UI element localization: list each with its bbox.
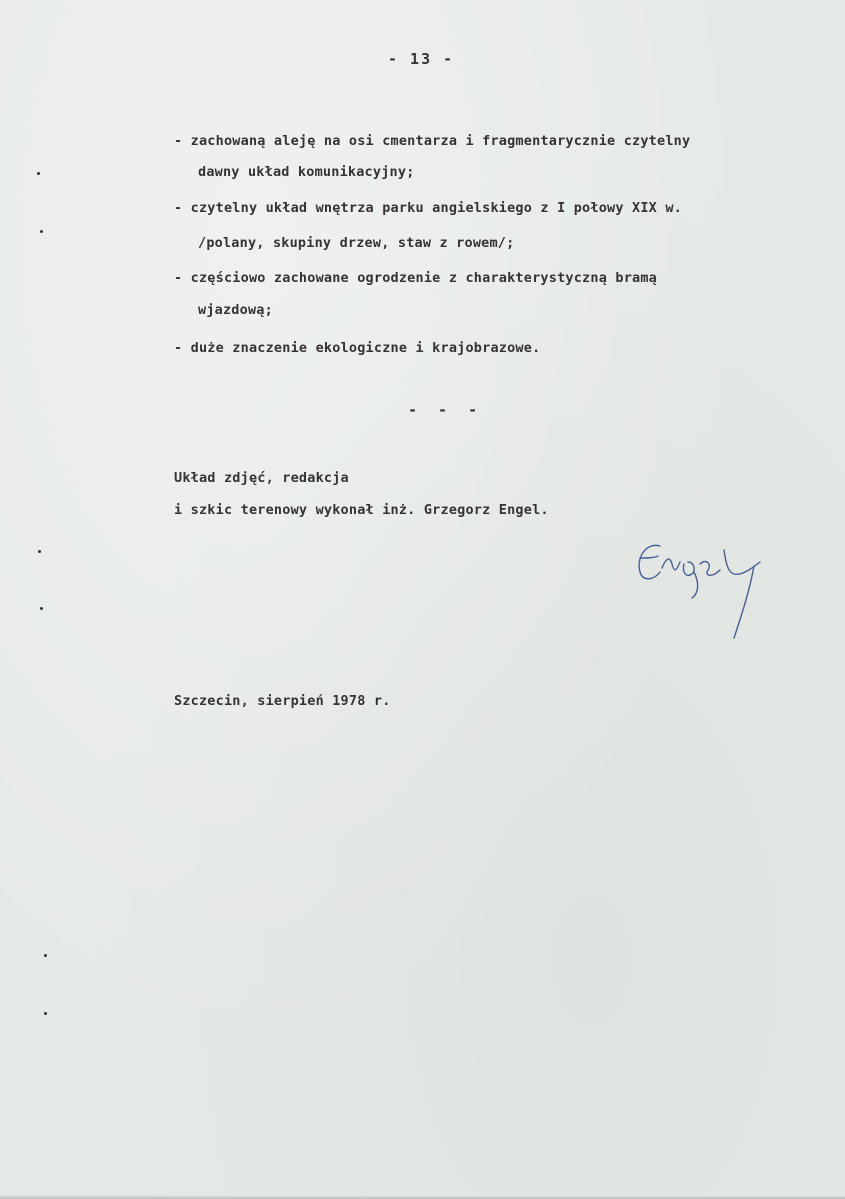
section-separator: - - - <box>408 401 484 419</box>
list-item: - częściowo zachowane ogrodzenie z charakterystyczną bramą <box>174 270 658 286</box>
list-item-continuation: /polany, skupiny drzew, staw z rowem/; <box>198 235 515 251</box>
handwritten-signature <box>634 528 784 643</box>
credits-line: Układ zdjęć, redakcja <box>174 470 349 486</box>
list-item-continuation: dawny układ komunikacyjny; <box>198 164 415 180</box>
scan-speck <box>44 954 47 957</box>
scan-speck <box>40 230 43 233</box>
list-item-continuation: wjazdową; <box>198 302 273 318</box>
scan-speck <box>44 1012 47 1015</box>
page-bottom-edge <box>0 1195 845 1199</box>
credits-line: i szkic terenowy wykonał inż. Grzegorz Engel. <box>174 502 549 518</box>
scan-speck <box>38 550 41 553</box>
scan-speck <box>37 172 40 175</box>
page-number: - 13 - <box>388 50 455 68</box>
scan-speck <box>40 607 43 610</box>
list-item: - duże znaczenie ekologiczne i krajobrazowe. <box>174 340 541 356</box>
list-item: - czytelny układ wnętrza parku angielskiego z I połowy XIX w. <box>174 200 682 216</box>
place-and-date: Szczecin, sierpień 1978 r. <box>174 693 391 709</box>
list-item: - zachowaną aleję na osi cmentarza i fragmentarycznie czytelny <box>174 133 691 149</box>
